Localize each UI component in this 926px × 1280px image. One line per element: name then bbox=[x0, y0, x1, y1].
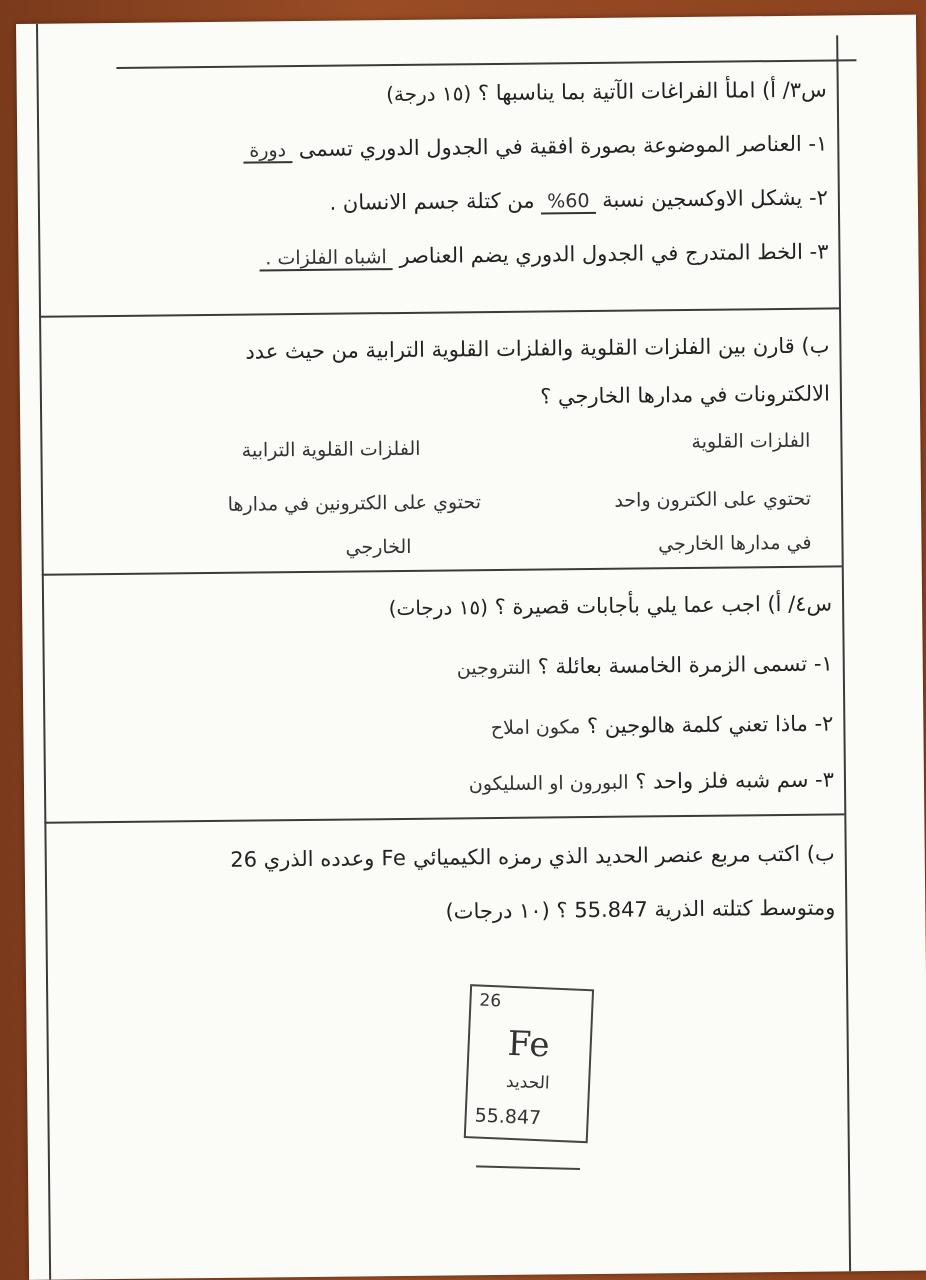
q3-item-3-text: ٣- الخط المتدرج في الجدول الدوري يضم العناصر bbox=[399, 239, 829, 268]
q3-item-1-text: ١- العناصر الموضوعة بصورة افقية في الجدول الدوري تسمى bbox=[298, 131, 828, 162]
q3b-question-line-1: ب) قارن بين الفلزات القلوية والفلزات القلوية الترابية من حيث عدد bbox=[245, 333, 830, 364]
q3-item-3 bbox=[259, 240, 828, 270]
q3-item-2-text: ٢- يشكل الاوكسجين نسبة bbox=[602, 185, 828, 212]
q3-heading-text: س٣/ أ) املأ الفراغات الآتية بما يناسبها ؟ bbox=[477, 77, 827, 106]
q4-item-2-text: ٢- ماذا تعني كلمة هالوجين ؟ bbox=[586, 711, 834, 739]
element-symbol: Fe bbox=[506, 1023, 551, 1066]
atomic-number: 26 bbox=[479, 990, 502, 1012]
q4-item-1-text: ١- تسمى الزمرة الخامسة بعائلة ؟ bbox=[537, 651, 833, 679]
q3b-right-line-1: تحتوي على الكترون واحد bbox=[614, 487, 812, 512]
q3b-col-left-title: الفلزات القلوية الترابية bbox=[241, 437, 421, 462]
cell-underline bbox=[476, 1165, 580, 1170]
left-margin-line bbox=[36, 24, 51, 1280]
q3b-question-line-2: الالكترونات في مدارها الخارجي ؟ bbox=[539, 381, 831, 409]
q3b-right-line-2: في مدارها الخارجي bbox=[658, 531, 812, 556]
q3-item-2-tail: من كتلة جسم الانسان . bbox=[329, 188, 535, 215]
q3-item-2 bbox=[329, 186, 828, 215]
q4-item-1 bbox=[457, 651, 833, 679]
q4-marks: (١٥ درجات) bbox=[388, 595, 489, 621]
q3-item-1-answer: دورة bbox=[243, 139, 292, 164]
divider-1 bbox=[39, 307, 839, 317]
divider-2 bbox=[42, 565, 842, 575]
atomic-mass: 55.847 bbox=[474, 1104, 542, 1130]
q4b-question-line-1: ب) اكتب مربع عنصر الحديد الذي رمزه الكيميائي Fe وعدده الذري 26 bbox=[230, 841, 835, 872]
q4-item-2 bbox=[491, 711, 834, 739]
q4-item-3 bbox=[469, 767, 834, 795]
element-name: الحديد bbox=[505, 1071, 550, 1094]
q4-item-2-answer: مكون املاح bbox=[490, 716, 581, 740]
right-margin-line bbox=[836, 35, 851, 1271]
top-rule bbox=[116, 59, 856, 69]
q3b-left-line-2: الخارجي bbox=[345, 535, 412, 559]
q4b-question-line-2: ومتوسط كتلته الذرية 55.847 ؟ (١٠ درجات) bbox=[445, 895, 836, 924]
q3-heading bbox=[386, 78, 827, 107]
q3-item-2-answer: 60% bbox=[541, 190, 595, 215]
divider-3 bbox=[44, 813, 844, 823]
q4-heading bbox=[388, 591, 832, 620]
q4-item-3-answer: البورون او السليكون bbox=[468, 771, 629, 796]
q4-item-3-text: ٣- سم شبه فلز واحد ؟ bbox=[635, 767, 835, 794]
q3-item-3-answer: اشباه الفلزات . bbox=[259, 246, 393, 271]
q3b-col-right-title: الفلزات القلوية bbox=[691, 429, 811, 453]
q4-heading-text: س٤/ أ) اجب عما يلي بأجابات قصيرة ؟ bbox=[494, 591, 833, 620]
exam-paper bbox=[16, 15, 926, 1280]
q3-marks: (١٥ درجة) bbox=[386, 81, 472, 107]
element-cell-box bbox=[464, 984, 594, 1143]
q4-item-1-answer: النتروجين bbox=[456, 656, 532, 680]
q3b-left-line-1: تحتوي على الكترونين في مدارها bbox=[227, 491, 482, 516]
q3-item-1 bbox=[243, 132, 827, 162]
